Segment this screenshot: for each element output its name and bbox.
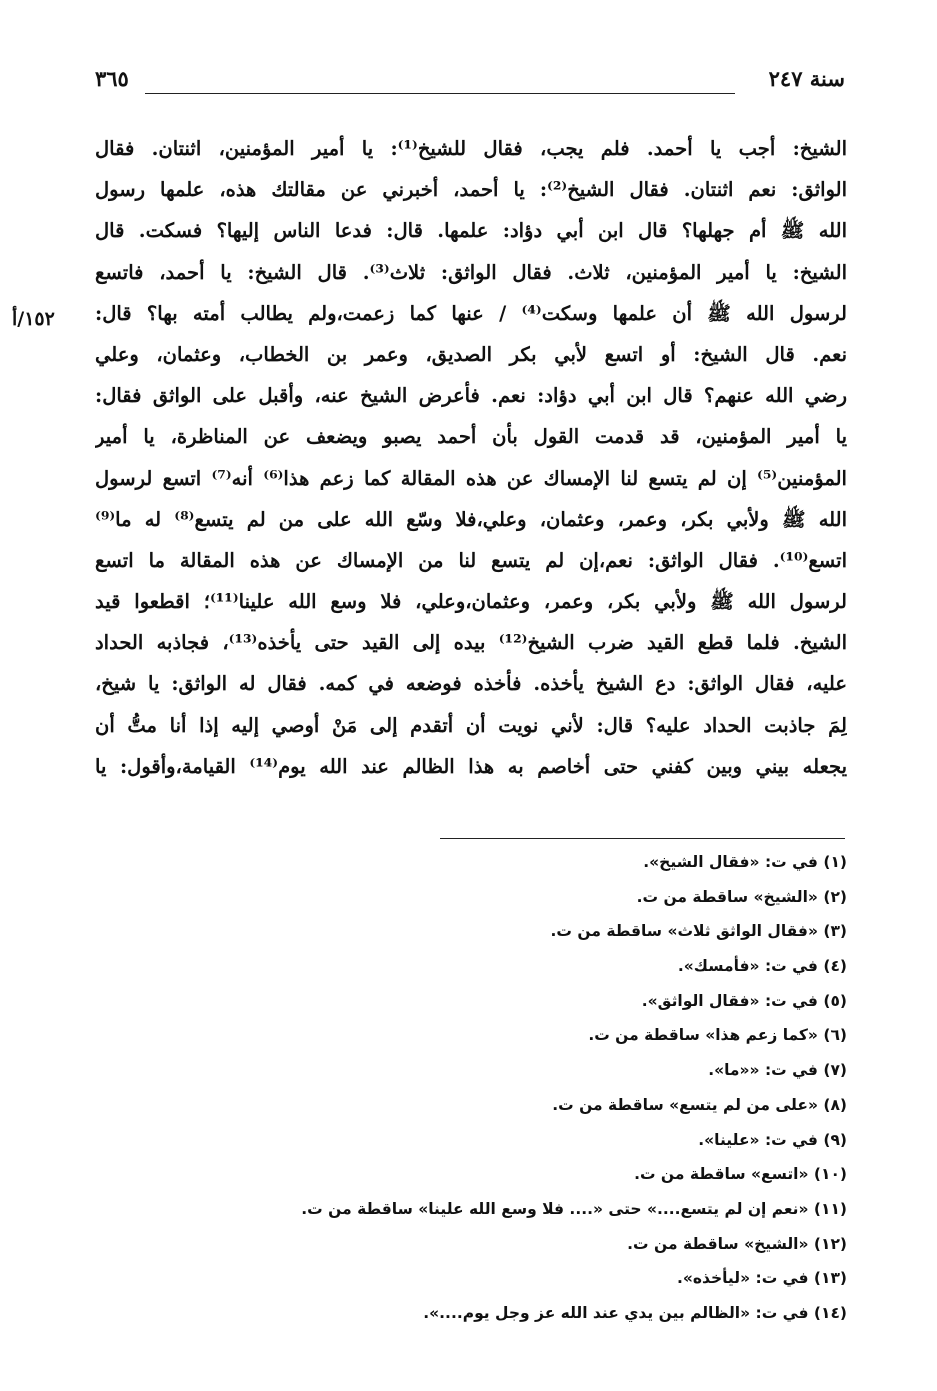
text-line: الشيخ: يا أمير المؤمنين، ثلاث. فقال الواثق: ثلاث⁽³⁾. قال الشيخ: يا أحمد، فاتسع [95,260,847,284]
running-head-year: سنة ٢٤٧ [768,66,845,91]
text-line: نعم. قال الشيخ: أو اتسع لأبي بكر الصديق، وعمر بن الخطاب، وعثمان، وعلي [95,342,847,366]
text-line: لِمَ جاذبت الحداد عليه؟ قال: لأني نويت أن أتقدم إلى مَنْ أوصي إليه إذا أنا متُّ أن [95,713,847,737]
page-number: ٣٦٥ [95,66,129,91]
footnotes [95,845,847,1331]
footnote: (١٤) في ت: «الظالم بين يدي عند الله عز وجل يوم....». [423,1303,847,1322]
footnote: (١) في ت: «فقال الشيخ». [643,853,847,871]
footnote: (٢) «الشيخ» ساقطة من ت. [636,887,847,906]
running-head [95,66,845,106]
text-line: الشيخ. فلما قطع القيد ضرب الشيخ⁽¹²⁾ بيده إلى القيد حتى يأخذه⁽¹³⁾، فجاذبه الحداد [95,631,847,655]
text-line: لرسول الله ﷺ ولأبي بكر، وعمر، وعثمان،وعلي، فلا وسع الله علينا⁽¹¹⁾؛ اقطعوا قيد [95,590,847,614]
footnote: (٣) «فقال الواثق ثلاث» ساقطة من ت. [550,922,847,941]
text-line: رضي الله عنهم؟ قال ابن أبي دؤاد: نعم. فأعرض الشيخ عنه، وأقبل على الواثق فقال: [95,384,847,408]
text-line: لرسول الله ﷺ أن علمها وسكت⁽⁴⁾ / عنها كما زعمت،ولم يطالب أمته بها؟ قال: [95,301,847,325]
text-line: المؤمنين⁽⁵⁾ إن لم يتسع لنا الإمساك عن هذه المقالة كما زعم هذا⁽⁶⁾ أنه⁽⁷⁾ اتسع لرسول [95,466,847,490]
footnote: (٨) «على من لم يتسع» ساقطة من ت. [552,1095,847,1114]
main-text [95,128,847,787]
text-line: عليه، فقال الواثق: دع الشيخ يأخذه. فأخذه فوضعه في كمه. فقال له الواثق: يا شيخ، [95,672,847,696]
footnote-separator [440,838,845,839]
header-rule [145,93,735,94]
footnote: (٧) في ت: ««ما». [708,1061,847,1080]
text-line: الواثق: نعم اثنتان. فقال الشيخ⁽²⁾: يا أحمد، أخبرني عن مقالتك هذه، علمها رسول [95,178,847,202]
text-line: يا أمير المؤمنين، قد قدمت القول بأن أحمد يصبو ويضعف عن المناظرة، يا أمير [95,425,847,449]
text-line: اتسع⁽¹⁰⁾. فقال الواثق: نعم،إن لم يتسع لنا من الإمساك عن هذه المقالة ما اتسع [95,548,847,572]
footnote: (١٠) «اتسع» ساقطة من ت. [634,1165,847,1184]
text-line: الشيخ: أجب يا أحمد. فلم يجب، فقال للشيخ⁽¹⁾: يا أمير المؤمنين، اثنتان. فقال [95,137,847,160]
text-line: يجعله بيني وبين كفني حتى أخاصم به هذا الظالم عند الله يوم⁽¹⁴⁾ القيامة،وأقول: يا [95,754,847,778]
text-line: الله ﷺ أم جهلها؟ قال ابن أبي دؤاد: علمها. قال: فدعا الناس إليها؟ فسكت. قال [95,219,847,243]
footnote: (٤) في ت: «فأمسك». [677,957,847,976]
footnote: (٥) في ت: «فقال الواثق». [641,991,847,1010]
footnote: (١٢) «الشيخ» ساقطة من ت. [627,1234,847,1253]
footnote: (١١) «نعم إن لم يتسع....» حتى «.... فلا وسع الله علينا» ساقطة من ت. [301,1199,847,1218]
text-line: الله ﷺ ولأبي بكر، وعمر، وعثمان، وعلي،فلا وسّع الله على من لم يتسع⁽⁸⁾ له ما⁽⁹⁾ [95,507,847,531]
manuscript-folio-note: ١٥٢/أ [12,308,55,330]
footnote: (٦) «كما زعم هذا» ساقطة من ت. [588,1026,847,1045]
footnote: (١٣) في ت: «ليأخذه». [676,1269,847,1288]
footnote: (٩) في ت: «علينا». [698,1130,847,1149]
